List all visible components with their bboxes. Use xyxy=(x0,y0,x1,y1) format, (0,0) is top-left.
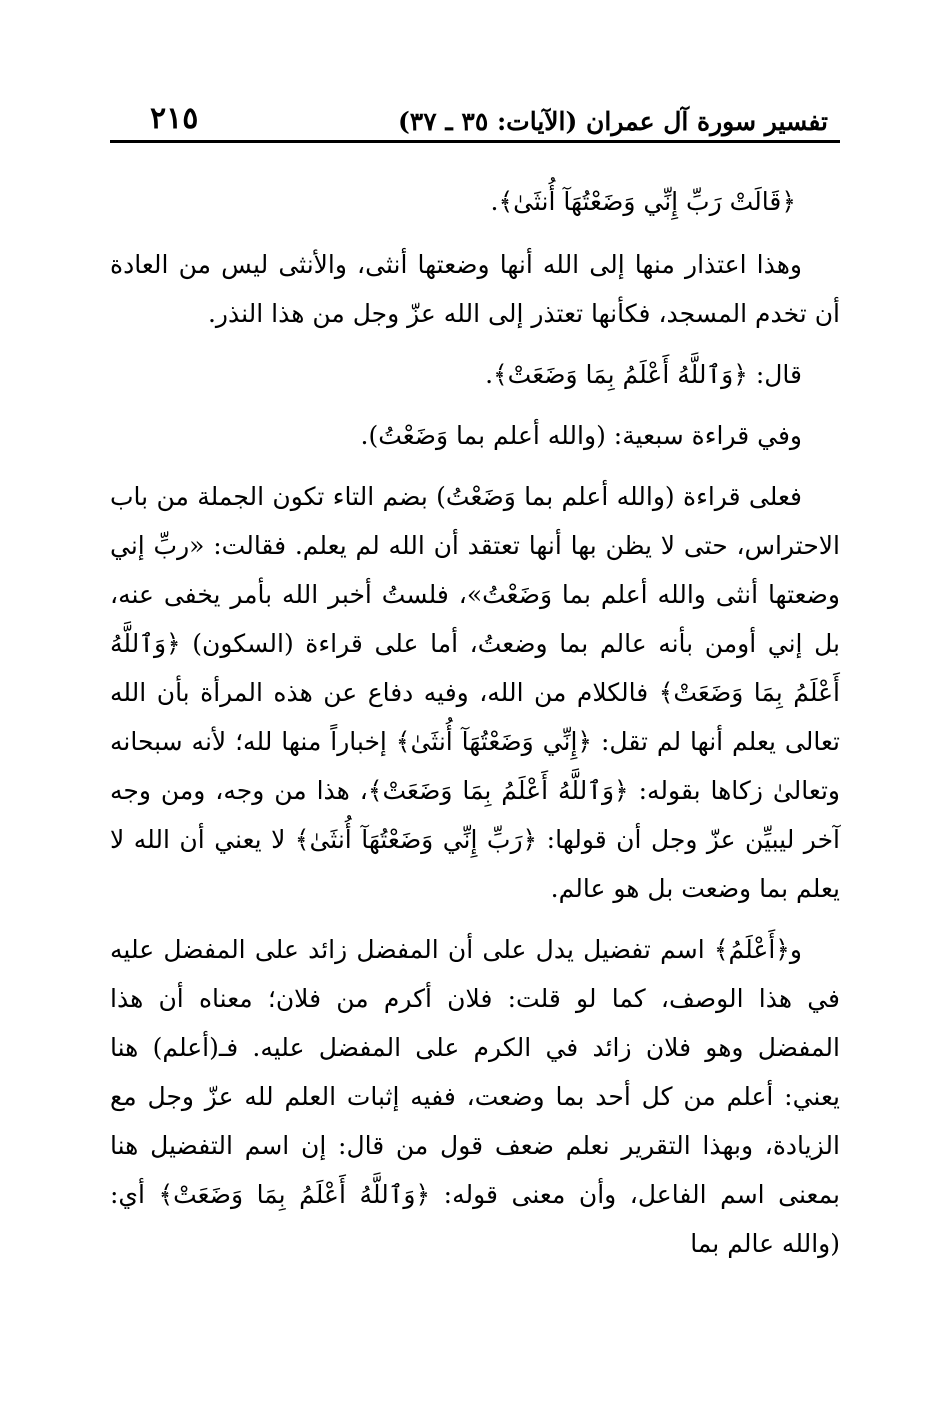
paragraph: وهذا اعتذار منها إلى الله أنها وضعتها أنثى، والأنثى ليس من العادة أن تخدم المسجد، فكأنها تعتذر إلى الله عزّ وجل من هذا النذر. xyxy=(110,250,840,328)
page-header xyxy=(110,88,840,143)
page-number: ٢١٥ xyxy=(150,101,199,136)
paragraph: و﴿أَعْلَمُ﴾ اسم تفضيل يدل على أن المفضل زائد على المفضل عليه في هذا الوصف، كما لو قلت: فلان أكرم من فلان؛ معناه أن هذا المفضل وهو فلان زائد في الكرم على المفضل عليه. فـ(أعلم) هنا يعني: أعلم من كل أحد بما وضعت، ففيه إثبات العلم لله عزّ وجل مع الزيادة، وبهذا التقرير نعلم ضعف قول من قال: إن اسم التفضيل هنا بمعنى اسم الفاعل، وأن معنى قوله: ﴿وَٱللَّهُ أَعْلَمُ بِمَا وَضَعَتْ﴾ أي: (والله عالم بما xyxy=(110,935,840,1258)
paragraph: وفي قراءة سبعية: (والله أعلم بما وَضَعْتُ). xyxy=(360,421,802,450)
running-title: تفسير سورة آل عمران (الآيات: ٣٥ ـ ٣٧) xyxy=(397,107,828,136)
paragraph-verse: ﴿قَالَتْ رَبِّ إِنِّي وَضَعْتُهَآ أُنثَىٰ﴾. xyxy=(490,187,796,216)
page-body xyxy=(110,143,840,1268)
paragraph: فعلى قراءة (والله أعلم بما وَضَعْتُ) بضم التاء تكون الجملة من باب الاحتراس، حتى لا يظن بها أنها تعتقد أن الله لم يعلم. فقالت: «ربِّ إني وضعتها أنثى والله أعلم بما وَضَعْتُ»، فلستُ أخبر الله بأمر يخفى عنه، بل إني أومن بأنه عالم بما وضعتُ، أما على قراءة (السكون) ﴿وَٱللَّهُ أَعْلَمُ بِمَا وَضَعَتْ﴾ فالكلام من الله، وفيه دفاع عن هذه المرأة بأن الله تعالى يعلم أنها لم تقل: ﴿إِنِّي وَضَعْتُهَآ أُنثَىٰ﴾ إخباراً منها لله؛ لأنه سبحانه وتعالىٰ زكاها بقوله: ﴿وَٱللَّهُ أَعْلَمُ بِمَا وَضَعَتْ﴾، هذا من وجه، ومن وجه آخر ليبيِّن عزّ وجل أن قولها: ﴿رَبِّ إِنِّي وَضَعْتُهَآ أُنثَىٰ﴾ لا يعني أن الله لا يعلم بما وضعت بل هو عالم. xyxy=(110,482,840,903)
book-page xyxy=(110,88,840,1388)
paragraph: قال: ﴿وَٱللَّهُ أَعْلَمُ بِمَا وَضَعَتْ﴾. xyxy=(485,360,802,389)
